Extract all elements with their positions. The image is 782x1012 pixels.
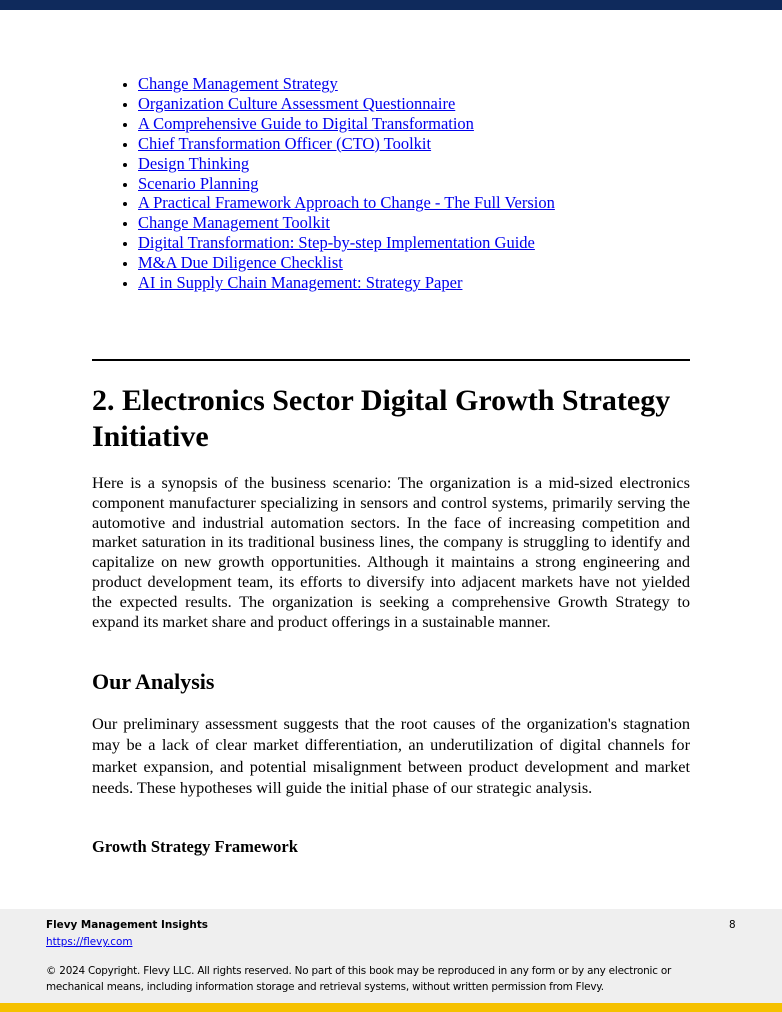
section-divider [92,359,690,361]
footer-brand: Flevy Management Insights [46,919,208,931]
footer-website-link[interactable]: https://flevy.com [46,936,133,948]
page-number: 8 [729,919,736,931]
analysis-heading: Our Analysis [92,669,215,694]
link-change-management-strategy[interactable]: Change Management Strategy [138,74,338,93]
list-item [138,233,692,253]
footer-copyright: © 2024 Copyright. Flevy LLC. All rights reserved. No part of this book may be reproduced in any form or by any electronic or mechanical means, including information storage and retrieval systems, without written permission from Flevy. [46,965,672,993]
link-ai-supply-chain[interactable]: AI in Supply Chain Management: Strategy Paper [138,273,463,293]
list-item [138,273,692,293]
bottom-brand-bar [0,1003,782,1012]
link-ma-due-diligence[interactable]: M&A Due Diligence Checklist [138,253,343,273]
link-digital-transformation-guide[interactable]: A Comprehensive Guide to Digital Transformation [138,113,474,133]
list-item [138,74,692,94]
list-item [138,193,692,213]
list-item [138,174,692,194]
link-design-thinking[interactable]: Design Thinking [138,153,250,173]
link-scenario-planning[interactable]: Scenario Planning [138,173,259,193]
list-item [138,154,692,174]
section-title: 2. Electronics Sector Digital Growth Strategy Initiative [92,384,671,453]
top-brand-bar [0,0,782,10]
related-links-list [92,74,692,293]
list-item [138,213,692,233]
link-change-management-toolkit[interactable]: Change Management Toolkit [138,213,330,233]
framework-heading: Growth Strategy Framework [92,837,298,856]
link-practical-framework-change[interactable]: A Practical Framework Approach to Change - The Full Version [138,193,555,213]
link-digital-transformation-implementation[interactable]: Digital Transformation: Step-by-step Implementation Guide [138,233,535,253]
synopsis-paragraph: Here is a synopsis of the business scenario: The organization is a mid-sized electronics component manufacturer specializing in sensors and control systems, primarily serving the automotive and industrial automation sectors. In the face of increasing competition and market saturation in its traditional business lines, the company is struggling to identify and capitalize on new growth opportunities. Although it maintains a strong engineering and product development team, its efforts to diversify into adjacent markets have not yielded the expected results. The organization is seeking a comprehensive Growth Strategy to expand its market share and product offerings in a sustainable manner. [92,473,690,631]
list-item [138,134,692,154]
link-organization-culture-assessment[interactable]: Organization Culture Assessment Questionnaire [138,93,456,113]
list-item [138,114,692,134]
analysis-paragraph: Our preliminary assessment suggests that the root causes of the organization's stagnation may be a lack of clear market differentiation, an underutilization of digital channels for market expansion, and potential misalignment between product development and market needs. These hypotheses will guide the initial phase of our strategic analysis. [92,714,690,797]
link-cto-toolkit[interactable]: Chief Transformation Officer (CTO) Toolkit [138,133,432,153]
list-item [138,94,692,114]
list-item [138,253,692,273]
page-footer [0,909,782,1003]
